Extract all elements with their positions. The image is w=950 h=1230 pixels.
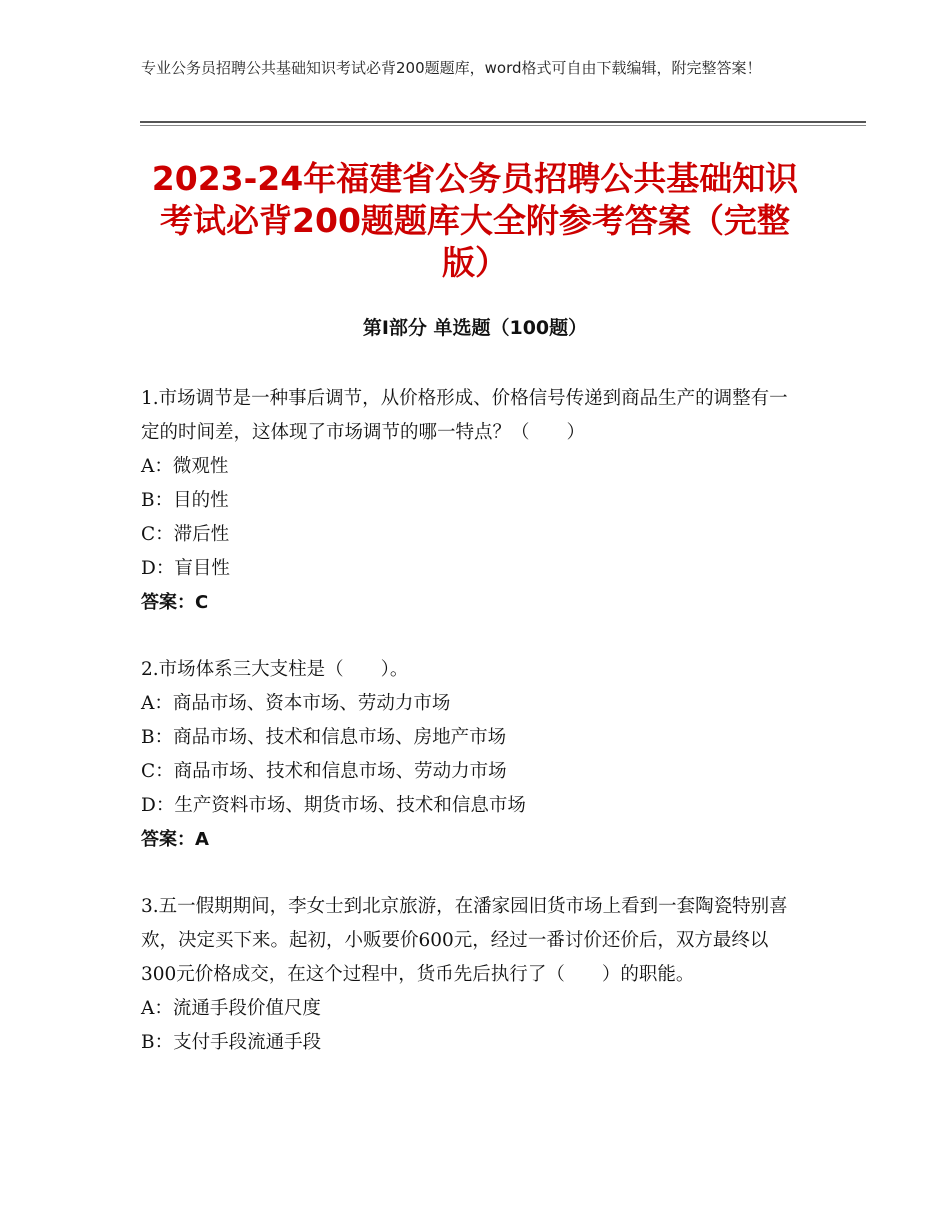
- option-c: C：商品市场、技术和信息市场、劳动力市场: [141, 761, 507, 782]
- document-title: 2023-24年福建省公务员招聘公共基础知识考试必背200题题库大全附参考答案（完整版）: [151, 159, 799, 282]
- answer: 答案：C: [141, 592, 209, 613]
- question-stem: 3.五一假期期间，李女士到北京旅游，在潘家园旧货市场上看到一套陶瓷特别喜欢，决定买下来。起初，小贩要价600元，经过一番讨价还价后，双方最终以300元价格成交，在这个过程中，货币先后执行了（ ）的职能。: [141, 896, 788, 985]
- question-1: [141, 382, 801, 620]
- option-d: D：生产资料市场、期货市场、技术和信息市场: [141, 795, 526, 816]
- section-heading: 第Ⅰ部分 单选题（100题）: [362, 317, 588, 339]
- option-a: A：微观性: [141, 456, 229, 477]
- header-divider-thick: [140, 121, 866, 123]
- question-stem: 2.市场体系三大支柱是（ ）。: [141, 659, 409, 680]
- question-stem: 1.市场调节是一种事后调节，从价格形成、价格信号传递到商品生产的调整有一定的时间差，这体现了市场调节的哪一特点？（ ）: [141, 388, 788, 443]
- answer: 答案：A: [141, 829, 209, 850]
- question-list: [141, 382, 801, 1093]
- option-a: A：流通手段价值尺度: [141, 998, 321, 1019]
- option-c: C：滞后性: [141, 524, 230, 545]
- question-3: [141, 890, 801, 1060]
- question-2: [141, 653, 801, 857]
- option-d: D：盲目性: [141, 558, 230, 579]
- option-b: B：支付手段流通手段: [141, 1032, 322, 1053]
- option-b: B：商品市场、技术和信息市场、房地产市场: [141, 727, 507, 748]
- header-note: 专业公务员招聘公共基础知识考试必背200题题库，word格式可自由下载编辑，附完整答案！: [141, 59, 762, 77]
- option-b: B：目的性: [141, 490, 229, 511]
- option-a: A：商品市场、资本市场、劳动力市场: [141, 693, 451, 714]
- header-divider-thin: [140, 125, 866, 126]
